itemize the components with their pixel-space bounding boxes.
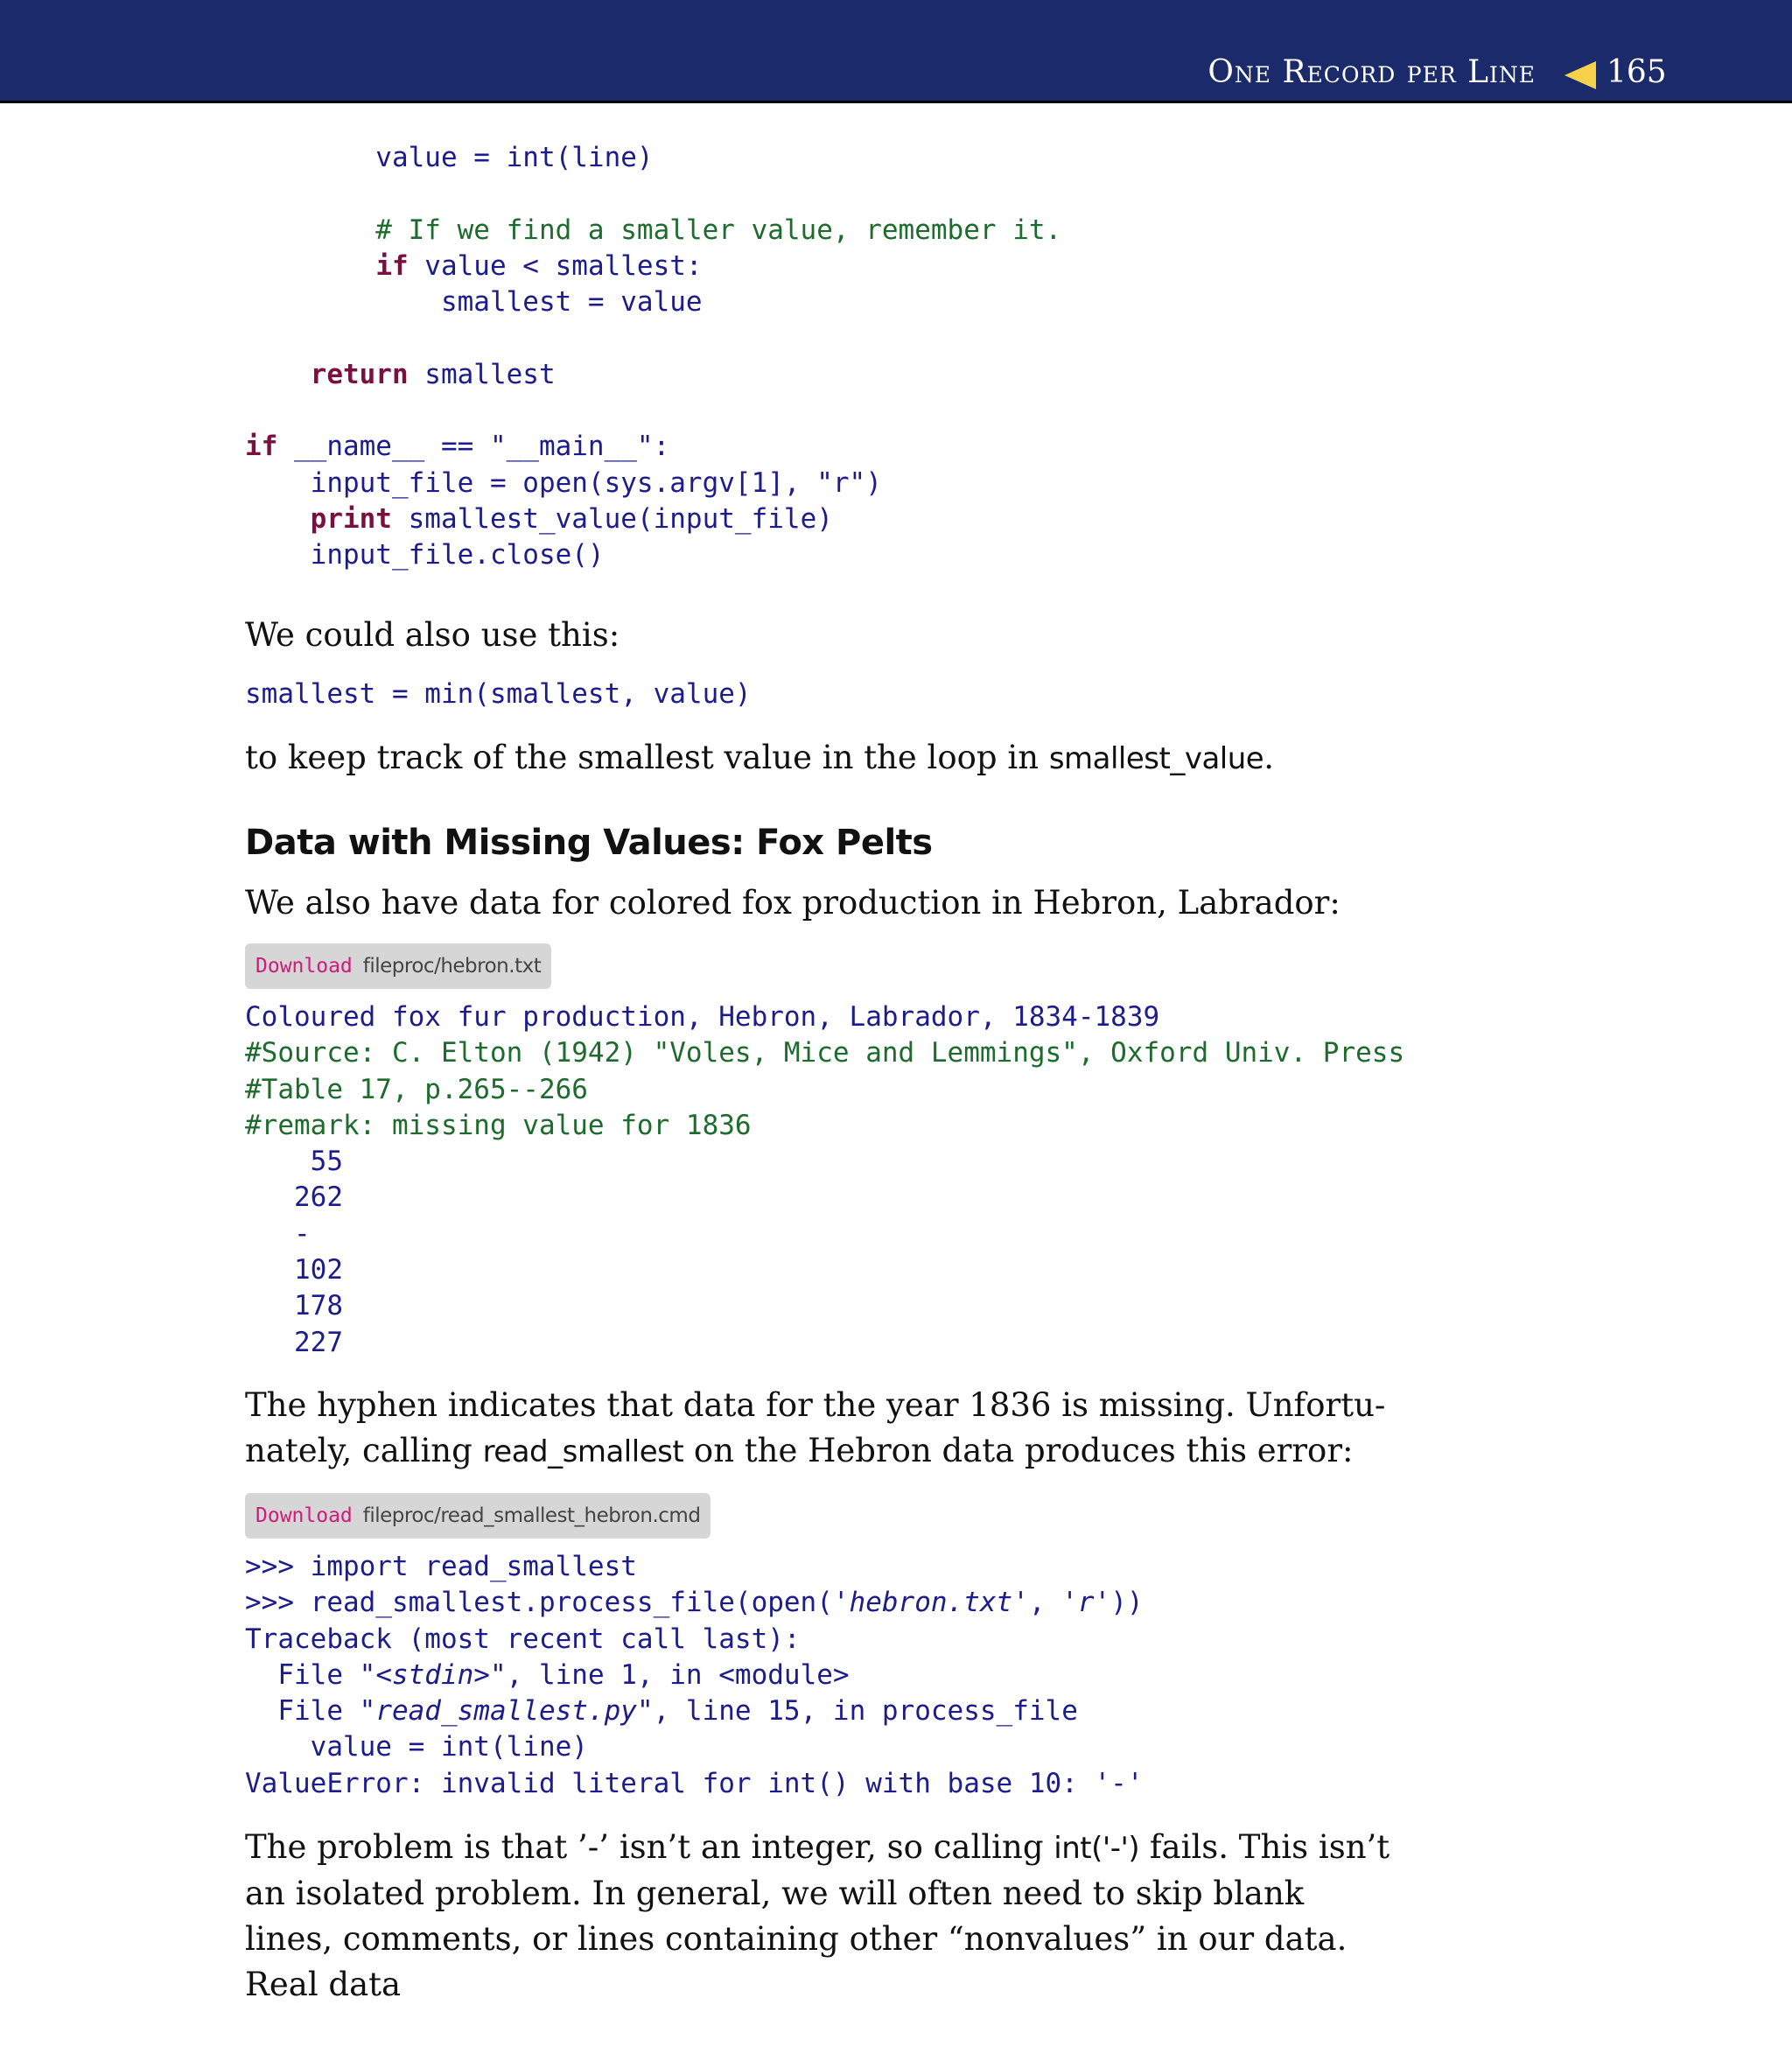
download-label: Download <box>256 1504 353 1527</box>
code-line: File "<stdin>", line 1, in <module> <box>245 1658 850 1691</box>
code-line: if value < smallest: <box>375 249 703 282</box>
code-line: value = int(line) <box>245 1731 588 1763</box>
code-line: - <box>245 1217 311 1250</box>
code-line: input_file.close() <box>245 539 605 571</box>
code-line: Traceback (most recent call last): <box>245 1623 801 1655</box>
code-line: ValueError: invalid literal for int() with base 10: '-' <box>245 1767 1144 1799</box>
code-line: # If we find a smaller value, remember it. <box>245 214 1062 246</box>
code-line: File "read_smallest.py", line 15, in process_file <box>245 1695 1078 1728</box>
download-link-cmd[interactable] <box>245 1493 710 1539</box>
download-path: fileproc/hebron.txt <box>362 955 542 978</box>
code-line: smallest = min(smallest, value) <box>245 678 752 710</box>
triangle-left-icon <box>1564 61 1596 89</box>
section-heading: Data with Missing Values: Fox Pelts <box>245 823 933 863</box>
code-block-traceback <box>245 1549 1144 1802</box>
download-path: fileproc/read_smallest_hebron.cmd <box>362 1504 701 1527</box>
code-line: #Table 17, p.265--266 <box>245 1073 588 1105</box>
code-block-hebron <box>245 999 1404 1361</box>
paragraph-keep-track: to keep track of the smallest value in the loop in smallest_value. <box>245 739 1274 776</box>
code-line: print smallest_value(input_file) <box>310 502 833 535</box>
code-line: 178 <box>245 1290 343 1322</box>
code-line: >>> import read_smallest <box>245 1551 637 1582</box>
code-block-top <box>245 140 1061 574</box>
running-title: One Record per Line <box>1208 54 1536 90</box>
code-line: #remark: missing value for 1836 <box>245 1109 752 1141</box>
page-header <box>0 0 1792 103</box>
code-line: smallest = value <box>245 286 703 319</box>
paragraph-fox-data: We also have data for colored fox production in Hebron, Labrador: <box>245 884 1340 922</box>
code-line: value = int(line) <box>245 142 654 173</box>
code-line: 55 <box>245 1146 343 1178</box>
code-line: return smallest <box>310 358 556 390</box>
paragraph-also-use: We could also use this: <box>245 616 620 654</box>
download-link-hebron[interactable] <box>245 943 551 989</box>
code-line: if __name__ == "__main__": <box>245 431 670 463</box>
code-line: input_file = open(sys.argv[1], "r") <box>245 466 882 499</box>
inline-code: smallest_value <box>1048 741 1264 776</box>
code-line: 227 <box>245 1326 343 1358</box>
page-number: 165 <box>1606 54 1667 90</box>
download-label: Download <box>256 955 353 978</box>
paragraph-problem: The problem is that ’-’ isn’t an integer, so calling int('-') fails. This isn’t an isolated problem. In general, we will often need to skip blank lines, comments, or lines containing other “nonvalues” in our data. Real data <box>245 1828 1390 2003</box>
paragraph-hyphen: The hyphen indicates that data for the year 1836 is missing. Unfortu-nately, calling read_smallest on the Hebron data produces this error: <box>245 1386 1386 1469</box>
inline-code: read_smallest <box>482 1434 684 1469</box>
code-line: 102 <box>245 1254 343 1286</box>
code-line: >>> read_smallest.process_file(open('hebron.txt', 'r')) <box>245 1587 1144 1619</box>
code-line: #Source: C. Elton (1942) "Voles, Mice and Lemmings", Oxford Univ. Press <box>245 1037 1405 1069</box>
code-line: 262 <box>245 1181 343 1214</box>
inline-code: int('-') <box>1054 1831 1140 1866</box>
code-block-min <box>245 676 752 712</box>
code-line: Coloured fox fur production, Hebron, Labrador, 1834-1839 <box>245 1001 1160 1033</box>
